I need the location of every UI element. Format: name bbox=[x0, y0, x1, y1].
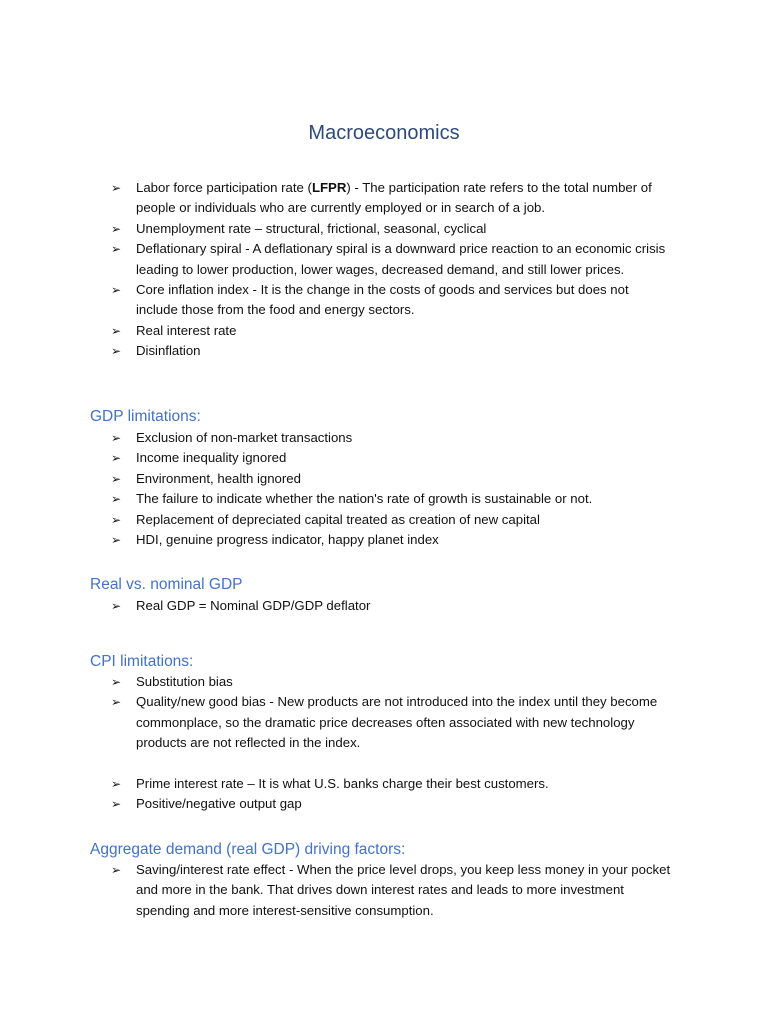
list-item bbox=[111, 280, 672, 321]
arrow-bullet-icon: ➢ bbox=[111, 797, 122, 812]
section-heading-aggregate-demand: Aggregate demand (real GDP) driving factors: bbox=[90, 841, 406, 858]
item-text: Real GDP = Nominal GDP/GDP deflator bbox=[136, 598, 371, 613]
item-text: Positive/negative output gap bbox=[136, 796, 302, 812]
intro-list bbox=[0, 178, 768, 362]
list-item bbox=[111, 341, 672, 361]
item-text: Quality/new good bias - New products are not introduced into the index until they become commonplace, so the dramatic price decreases often associated with new technology products are not reflected in the index. bbox=[136, 694, 658, 751]
item-text: The failure to indicate whether the nation's rate of growth is sustainable or not. bbox=[136, 491, 593, 507]
list-item bbox=[111, 178, 672, 219]
list-item bbox=[111, 239, 672, 280]
list-item bbox=[111, 510, 672, 530]
arrow-bullet-icon: ➢ bbox=[111, 863, 122, 877]
arrow-bullet-icon: ➢ bbox=[111, 431, 122, 445]
aggregate-demand-list bbox=[0, 860, 768, 921]
section-heading-real-vs-nominal: Real vs. nominal GDP bbox=[90, 576, 243, 593]
item-text: Prime interest rate – It is what U.S. banks charge their best customers. bbox=[136, 776, 549, 792]
cpi-limitations-list bbox=[0, 672, 768, 815]
item-text: Disinflation bbox=[136, 343, 201, 359]
arrow-bullet-icon: ➢ bbox=[111, 777, 122, 792]
item-text: Substitution bias bbox=[136, 674, 233, 689]
arrow-bullet-icon: ➢ bbox=[111, 695, 122, 710]
list-item bbox=[111, 774, 672, 794]
list-item bbox=[111, 530, 672, 550]
arrow-bullet-icon: ➢ bbox=[111, 533, 122, 548]
item-text: Deflationary spiral - A deflationary spiral is a downward price reaction to an economic crisis leading to lower production, lower wages, decreased demand, and still lower prices. bbox=[136, 241, 666, 277]
section-heading-cpi-limitations: CPI limitations: bbox=[90, 653, 194, 670]
arrow-bullet-icon: ➢ bbox=[111, 492, 122, 507]
list-item bbox=[111, 596, 672, 616]
list-item bbox=[111, 219, 672, 239]
arrow-bullet-icon: ➢ bbox=[111, 599, 122, 613]
list-item bbox=[111, 469, 672, 489]
arrow-bullet-icon: ➢ bbox=[111, 181, 122, 195]
item-text-bold: LFPR bbox=[311, 180, 347, 195]
item-text: Saving/interest rate effect - When the price level drops, you keep less money in your pocket and more in the bank. That drives down interest rates and leads to more investment spending and more interest-sensitive consumption. bbox=[136, 862, 671, 918]
item-text: Unemployment rate – structural, frictional, seasonal, cyclical bbox=[136, 220, 487, 236]
list-item bbox=[111, 794, 672, 814]
arrow-bullet-icon: ➢ bbox=[111, 283, 122, 298]
arrow-bullet-icon: ➢ bbox=[111, 221, 122, 236]
item-text: Income inequality ignored bbox=[136, 450, 287, 466]
arrow-bullet-icon: ➢ bbox=[111, 323, 122, 338]
item-text: Core inflation index - It is the change in the costs of goods and services but does not include those from the food and energy sectors. bbox=[136, 282, 629, 318]
list-item bbox=[111, 428, 672, 448]
list-gap bbox=[0, 754, 768, 774]
arrow-bullet-icon: ➢ bbox=[111, 675, 122, 689]
real-vs-nominal-list bbox=[0, 596, 768, 616]
gdp-limitations-list bbox=[0, 428, 768, 550]
item-text-post: ) - The participation rate refers to the total number of people or individuals who are currently employed or in search of a job. bbox=[136, 180, 652, 216]
list-item bbox=[111, 672, 672, 692]
item-text: Environment, health ignored bbox=[136, 470, 301, 486]
arrow-bullet-icon: ➢ bbox=[111, 242, 122, 257]
item-text: HDI, genuine progress indicator, happy planet index bbox=[136, 532, 439, 548]
list-item bbox=[111, 321, 672, 341]
list-item bbox=[111, 860, 672, 921]
item-text: Exclusion of non-market transactions bbox=[136, 430, 353, 445]
list-item bbox=[111, 489, 672, 509]
list-item bbox=[111, 448, 672, 468]
arrow-bullet-icon: ➢ bbox=[111, 451, 122, 466]
item-text-pre: Labor force participation rate ( bbox=[136, 180, 312, 195]
list-item bbox=[111, 692, 672, 753]
item-text: Real interest rate bbox=[136, 322, 237, 338]
arrow-bullet-icon: ➢ bbox=[111, 344, 122, 359]
section-heading-gdp-limitations: GDP limitations: bbox=[90, 408, 201, 425]
arrow-bullet-icon: ➢ bbox=[111, 471, 122, 486]
item-text: Replacement of depreciated capital treated as creation of new capital bbox=[136, 511, 540, 527]
arrow-bullet-icon: ➢ bbox=[111, 512, 122, 527]
page-title: Macroeconomics bbox=[308, 122, 460, 144]
